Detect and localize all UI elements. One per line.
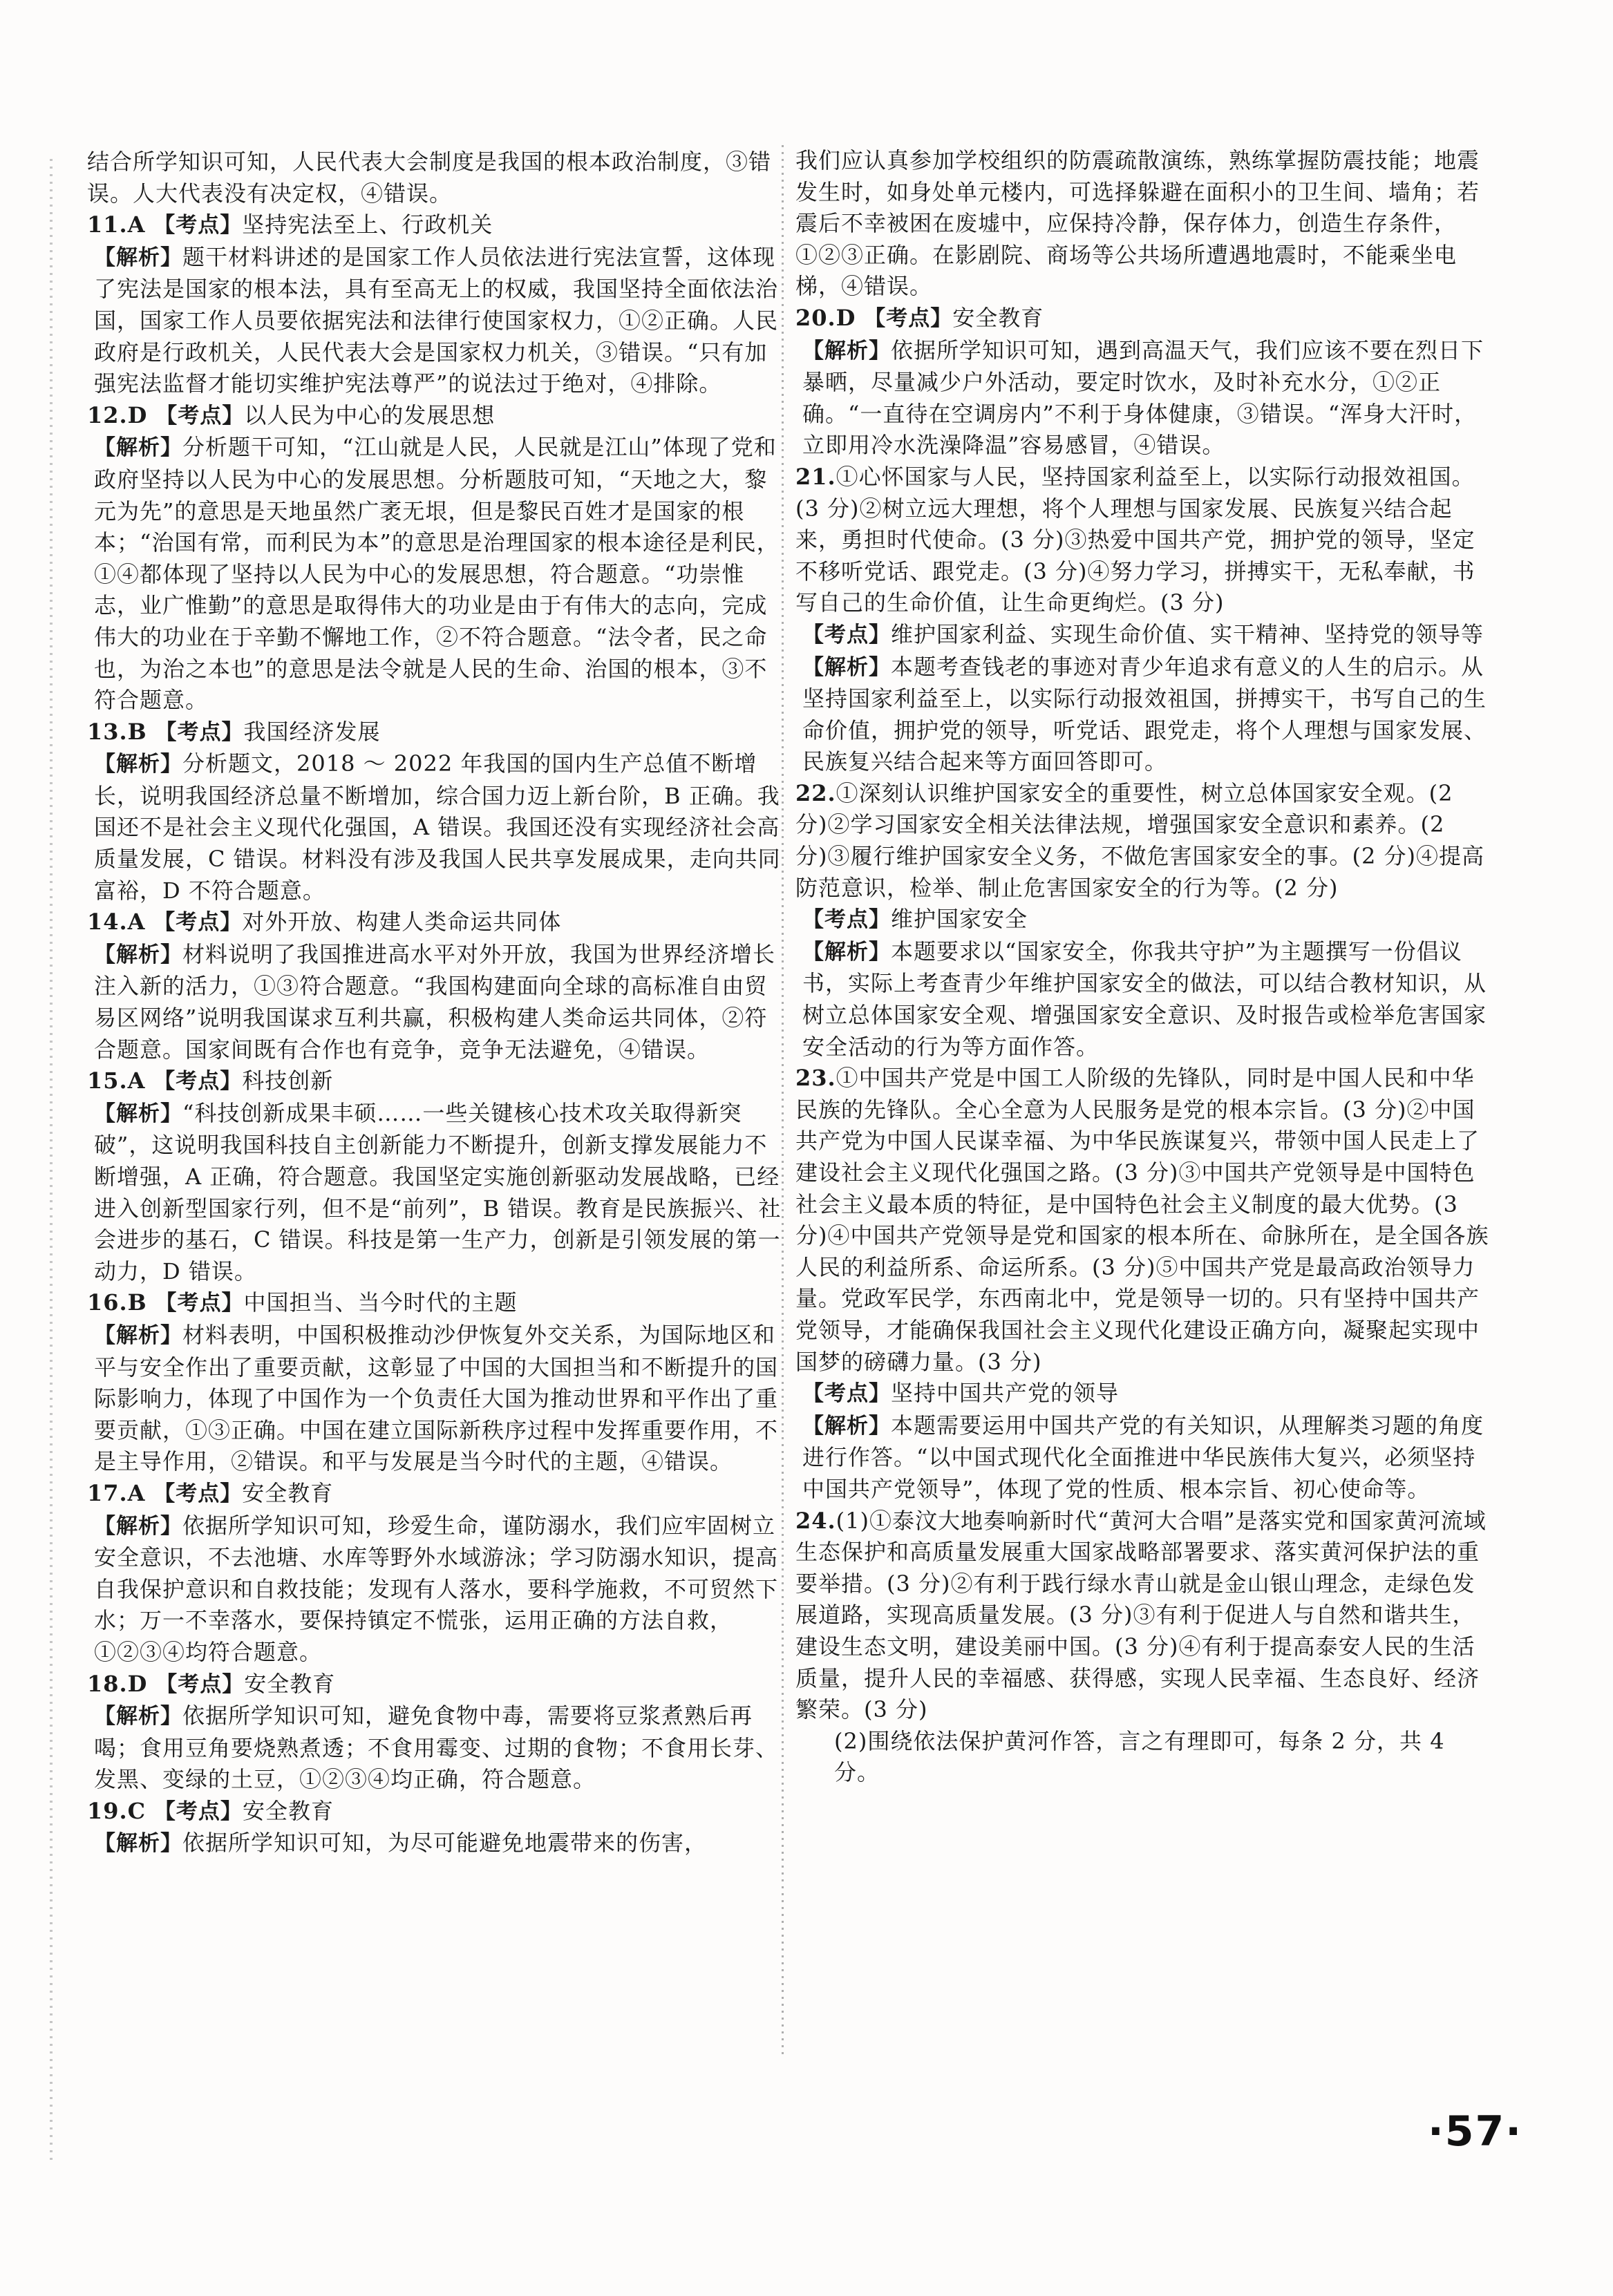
section-tag: 【解析】 bbox=[802, 338, 891, 363]
question-number: 24. bbox=[795, 1507, 836, 1534]
topic-text: 中国担当、当今时代的主题 bbox=[243, 1289, 518, 1316]
topic-text: 安全教育 bbox=[952, 304, 1044, 331]
section-tag: 【解析】 bbox=[94, 1513, 182, 1539]
analysis-paragraph bbox=[87, 1510, 785, 1669]
analysis-paragraph bbox=[87, 242, 785, 400]
paragraph-text: 本题需要运用中国共产党的有关知识，从理解类习题的角度进行作答。“以中国式现代化全面推进中华民族伟大复兴，必须坚持中国共产党领导”，体现了党的性质、根本宗旨、初心使命等。 bbox=[802, 1412, 1484, 1502]
paragraph-text: 依据所学知识可知，遇到高温天气，我们应该不要在烈日下暴晒，尽量减少户外活动，要定时饮水，及时补充水分，①②正确。“一直待在空调房内”不利于身体健康，③错误。“浑身大汗时，立即用冷水洗澡降温”容易感冒，④错误。 bbox=[802, 336, 1484, 459]
question-header bbox=[87, 209, 785, 242]
section-tag: 【解析】 bbox=[94, 942, 182, 967]
topic-tag: 【考点】 bbox=[146, 1799, 243, 1824]
topic-text: 以人民为中心的发展思想 bbox=[244, 401, 496, 428]
topic-tag: 【考点】 bbox=[145, 1069, 243, 1094]
sub-answer bbox=[795, 1726, 1493, 1789]
topic-tag: 【考点】 bbox=[147, 719, 244, 745]
question-header bbox=[87, 1478, 785, 1510]
analysis-paragraph bbox=[795, 335, 1493, 462]
continued-text bbox=[87, 146, 785, 209]
section-tag: 【解析】 bbox=[802, 654, 891, 680]
question-header bbox=[87, 907, 785, 939]
question-number: 18.D bbox=[87, 1670, 148, 1697]
paragraph-text: 依据所学知识可知，避免食物中毒，需要将豆浆煮熟后再喝；食用豆角要烧熟煮透；不食用霉变、过期的食物；不食用长芽、发黑、变绿的土豆，①②③④均正确，符合题意。 bbox=[94, 1702, 779, 1793]
paragraph-text: 结合所学知识可知，人民代表大会制度是我国的根本政治制度，③错误。人大代表没有决定权，④错误。 bbox=[87, 149, 772, 207]
question-header bbox=[87, 717, 785, 749]
paragraph-text: 依据所学知识可知，珍爱生命，谨防溺水，我们应牢固树立安全意识，不去池塘、水库等野外水域游泳；学习防溺水知识，提高自我保护意识和自救技能；发现有人落水，要科学施救，不可贸然下水；万一不幸落水，要保持镇定不慌张，运用正确的方法自救，①②③④均符合题意。 bbox=[94, 1512, 779, 1665]
topic-tag: 【考点】 bbox=[856, 305, 953, 331]
topic-text: 安全教育 bbox=[244, 1670, 336, 1697]
analysis-paragraph bbox=[87, 748, 785, 907]
topic-text: 安全教育 bbox=[242, 1797, 334, 1824]
answer-text: ①中国共产党是中国工人阶级的先锋队，同时是中国人民和中华民族的先锋队。全心全意为人民服务是党的根本宗旨。(3 分)②中国共产党为中国人民谋幸福、为中华民族谋复兴，带领中国人民走上了建设社会主义现代化强国之路。(3 分)③中国共产党领导是中国特色社会主义最本质的特征，是中国特色社会主义制度的最大优势。(3 分)④中国共产党领导是党和国家的根本所在、命脉所在，是全国各族人民的利益所系、命运所系。(3 分)⑤中国共产党是最高政治领导力量。党政军民学，东西南北中，党是领导一切的。只有坚持中国共产党领导，才能确保我国社会主义现代化建设正确方向，凝聚起实现中国梦的磅礴力量。(3 分) bbox=[795, 1065, 1489, 1375]
topic-tag: 【考点】 bbox=[145, 213, 243, 238]
paragraph-text: “科技创新成果丰硕……一些关键核心技术攻关取得新突破”，这说明我国科技自主创新能力不断提升，创新支撑发展能力不断增强，A 正确，符合题意。我国坚定实施创新驱动发展战略，已经进入创新型国家行列，但不是“前列”，B 错误。教育是民族振兴、社会进步的基石，C 错误。科技是第一生产力，创新是引领发展的第一动力，D 错误。 bbox=[94, 1099, 782, 1284]
section-tag: 【解析】 bbox=[94, 1831, 182, 1857]
continued-text bbox=[795, 145, 1493, 303]
analysis-paragraph bbox=[87, 939, 785, 1065]
answer-paragraph bbox=[795, 1063, 1493, 1378]
paragraph-text: 本题考查钱老的事迹对青少年追求有意义的人生的启示。从坚持国家利益至上，以实际行动报效祖国，拼搏实干，书写自己的生命价值，拥护党的领导，听党话、跟党走，将个人理想与国家发展、民族复兴结合起来等方面回答即可。 bbox=[802, 653, 1487, 775]
paragraph-text: 维护国家利益、实现生命价值、实干精神、坚持党的领导等 bbox=[891, 620, 1484, 647]
section-tag: 【考点】 bbox=[802, 622, 891, 647]
topic-tag: 【考点】 bbox=[147, 1291, 244, 1316]
analysis-paragraph bbox=[87, 1320, 785, 1478]
analysis-paragraph bbox=[795, 1410, 1493, 1506]
answer-paragraph bbox=[795, 778, 1493, 904]
question-number: 23. bbox=[795, 1065, 836, 1092]
question-number: 21. bbox=[795, 463, 836, 490]
paragraph-text: 本题要求以“国家安全，你我共守护”为主题撰写一份倡议书，实际上考查青少年维护国家安全的做法，可以结合教材知识，从树立总体国家安全观、增强国家安全意识、及时报告或检举危害国家安全活动的行为等方面作答。 bbox=[802, 938, 1487, 1060]
answer-text: (2)围绕依法保护黄河作答，言之有理即可，每条 2 分，共 4 分。 bbox=[834, 1727, 1445, 1786]
left-column bbox=[87, 146, 785, 1860]
topic-text: 坚持宪法至上、行政机关 bbox=[242, 211, 493, 238]
analysis-paragraph bbox=[795, 619, 1493, 652]
analysis-paragraph bbox=[795, 652, 1493, 778]
section-tag: 【解析】 bbox=[94, 1322, 182, 1348]
question-number: 12.D bbox=[87, 401, 148, 428]
paragraph-text: 我们应认真参加学校组织的防震疏散演练，熟练掌握防震技能；地震发生时，如身处单元楼内，可选择躲避在面积小的卫生间、墙角；若震后不幸被困在废墟中，应保持冷静，保存体力，创造生存条件，①②③正确。在影剧院、商场等公共场所遭遇地震时，不能乘坐电梯，④错误。 bbox=[795, 147, 1480, 300]
question-header bbox=[87, 1796, 785, 1828]
section-tag: 【解析】 bbox=[94, 245, 182, 270]
analysis-paragraph bbox=[87, 1700, 785, 1796]
analysis-paragraph bbox=[795, 904, 1493, 936]
section-tag: 【解析】 bbox=[94, 435, 182, 461]
paragraph-text: 分析题文，2018 ～ 2022 年我国的国内生产总值不断增长，说明我国经济总量不断增加，综合国力迈上新台阶，B 正确。我国还不是社会主义现代化强国，A 错误。我国还没有实现经济社会高质量发展，C 错误。材料没有涉及我国人民共享发展成果，走向共同富裕，D 不符合题意。 bbox=[94, 750, 781, 904]
right-column bbox=[795, 145, 1493, 1789]
answer-text: ①深刻认识维护国家安全的重要性，树立总体国家安全观。(2 分)②学习国家安全相关法律法规，增强国家安全意识和素养。(2 分)③履行维护国家安全义务，不做危害国家安全的事。(2 分)④提高防范意识，检举、制止危害国家安全的行为等。(2 分) bbox=[795, 779, 1484, 901]
section-tag: 【解析】 bbox=[94, 752, 182, 777]
question-number: 22. bbox=[795, 779, 836, 806]
paragraph-text: 依据所学知识可知，为尽可能避免地震带来的伤害， bbox=[182, 1830, 708, 1857]
analysis-paragraph bbox=[87, 1828, 785, 1860]
topic-tag: 【考点】 bbox=[145, 910, 243, 936]
analysis-paragraph bbox=[87, 432, 785, 716]
answer-text: (1)①泰汶大地奏响新时代“黄河大合唱”是落实党和国家黄河流域生态保护和高质量发展重大国家战略部署要求、落实黄河保护法的重要举措。(3 分)②有利于践行绿水青山就是金山银山理念，走绿色发展道路，实现高质量发展。(3 分)③有利于促进人与自然和谐共生，建设生态文明，建设美丽中国。(3 分)④有利于提高泰安人民的生活质量，提升人民的幸福感、获得感，实现人民幸福、生态良好、经济繁荣。(3 分) bbox=[795, 1507, 1487, 1723]
question-number: 19.C bbox=[87, 1797, 147, 1824]
answer-text: ①心怀国家与人民，坚持国家利益至上，以实际行动报效祖国。(3 分)②树立远大理想，将个人理想与国家发展、民族复兴结合起来，勇担时代使命。(3 分)③热爱中国共产党，拥护党的领导，坚定不移听党话、跟党走。(3 分)④努力学习，拼搏实干，无私奉献，书写自己的生命价值，让生命更绚烂。(3 分) bbox=[795, 463, 1475, 616]
question-number: 15.A bbox=[87, 1068, 146, 1094]
topic-text: 我国经济发展 bbox=[243, 718, 381, 745]
question-header bbox=[87, 1065, 785, 1098]
binding-margin-dots bbox=[50, 159, 53, 2163]
topic-text: 安全教育 bbox=[242, 1479, 334, 1506]
question-header bbox=[87, 1287, 785, 1320]
paragraph-text: 坚持中国共产党的领导 bbox=[891, 1380, 1120, 1407]
question-header bbox=[795, 303, 1493, 335]
question-number: 20.D bbox=[795, 304, 856, 331]
topic-tag: 【考点】 bbox=[147, 403, 245, 428]
question-number: 11.A bbox=[87, 211, 146, 238]
paragraph-text: 材料表明，中国积极推动沙伊恢复外交关系，为国际地区和平与安全作出了重要贡献，这彰显了中国的大国担当和不断提升的国际影响力，体现了中国作为一个负责任大国为推动世界和平作出了重要贡献，①③正确。中国在建立国际新秩序过程中发挥重要作用，不是主导作用，②错误。和平与发展是当今时代的主题，④错误。 bbox=[94, 1321, 779, 1475]
paragraph-text: 题干材料讲述的是国家工作人员依法进行宪法宣誓，这体现了宪法是国家的根本法，具有至高无上的权威，我国坚持全面依法治国，国家工作人员要依据宪法和法律行使国家权力，①②正确。人民政府是行政机关，人民代表大会是国家权力机关，③错误。“只有加强宪法监督才能切实维护宪法尊严”的说法过于绝对，④排除。 bbox=[94, 243, 779, 397]
answer-paragraph bbox=[795, 1506, 1493, 1726]
question-header bbox=[87, 400, 785, 433]
section-tag: 【解析】 bbox=[94, 1704, 182, 1729]
paragraph-text: 分析题干可知，“江山就是人民，人民就是江山”体现了党和政府坚持以人民为中心的发展思想。分析题肢可知，“天地之大，黎元为先”的意思是天地虽然广袤无垠，但是黎民百姓才是国家的根本；“治国有常，而利民为本”的意思是治理国家的根本途径是利民，①④都体现了坚持以人民为中心的发展思想，符合题意。“功崇惟志，业广惟勤”的意思是取得伟大的功业是由于有伟大的志向，完成伟大的功业在于辛勤不懈地工作，②不符合题意。“法令者，民之命也，为治之本也”的意思是法令就是人民的生命、治国的根本，③不符合题意。 bbox=[94, 434, 780, 714]
topic-text: 科技创新 bbox=[242, 1068, 334, 1094]
section-tag: 【考点】 bbox=[802, 1381, 891, 1407]
topic-tag: 【考点】 bbox=[147, 1671, 245, 1697]
topic-text: 对外开放、构建人类命运共同体 bbox=[242, 909, 562, 936]
analysis-paragraph bbox=[795, 1378, 1493, 1410]
analysis-paragraph bbox=[87, 1098, 785, 1288]
section-tag: 【解析】 bbox=[94, 1101, 182, 1126]
question-number: 17.A bbox=[87, 1479, 146, 1506]
section-tag: 【考点】 bbox=[802, 907, 891, 933]
answer-paragraph bbox=[795, 462, 1493, 619]
section-tag: 【解析】 bbox=[802, 1413, 891, 1439]
section-tag: 【解析】 bbox=[802, 939, 891, 965]
question-number: 16.B bbox=[87, 1289, 147, 1316]
question-number: 14.A bbox=[87, 909, 146, 936]
paragraph-text: 材料说明了我国推进高水平对外开放，我国为世界经济增长注入新的活力，①③符合题意。“我国构建面向全球的高标准自由贸易区网络”说明我国谋求互利共赢，积极构建人类命运共同体，②符合题意。国家间既有合作也有竞争，竞争无法避免，④错误。 bbox=[94, 940, 776, 1063]
question-header bbox=[87, 1669, 785, 1701]
analysis-paragraph bbox=[795, 936, 1493, 1063]
question-number: 13.B bbox=[87, 718, 147, 745]
paragraph-text: 维护国家安全 bbox=[891, 906, 1028, 933]
topic-tag: 【考点】 bbox=[145, 1481, 243, 1506]
page-number: ·57· bbox=[1428, 2107, 1523, 2156]
